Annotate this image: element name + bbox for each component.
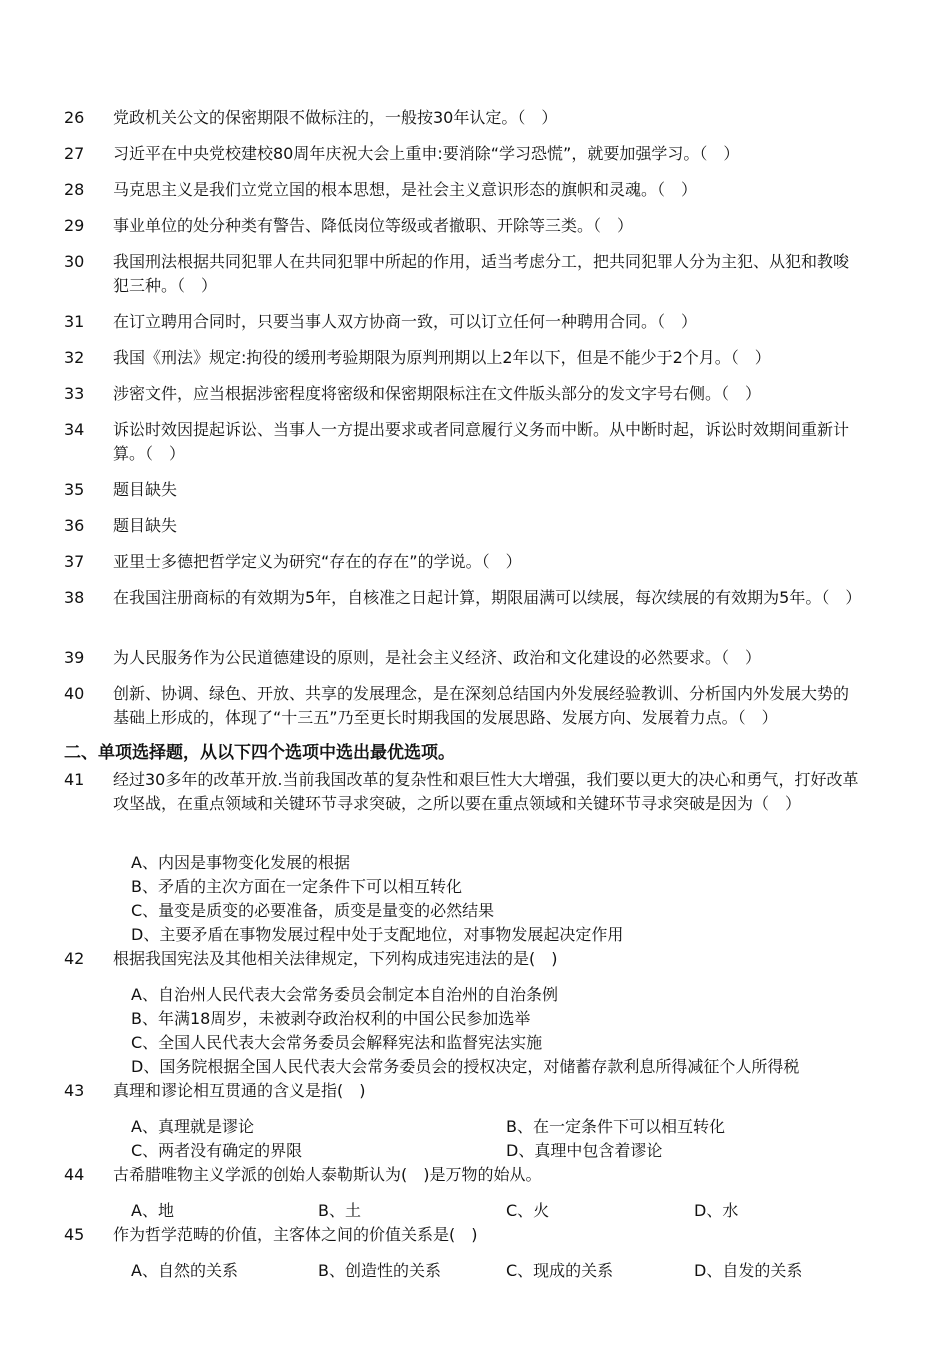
question-37 <box>64 550 864 574</box>
option-a[interactable]: A、地 <box>131 1201 174 1220</box>
option-d[interactable]: D、水 <box>694 1201 739 1220</box>
option-d[interactable]: D、真理中包含着谬论 <box>506 1141 663 1160</box>
question-number: 38 <box>64 588 85 607</box>
question-text: 习近平在中央党校建校80周年庆祝大会上重申:要消除“学习恐慌”，就要加强学习。（ ） <box>113 144 740 163</box>
question-number: 26 <box>64 108 85 127</box>
option-d[interactable]: D、自发的关系 <box>694 1261 803 1280</box>
option-b[interactable]: B、在一定条件下可以相互转化 <box>506 1117 725 1136</box>
question-text: 经过30多年的改革开放.当前我国改革的复杂性和艰巨性大大增强，我们要以更大的决心和勇气，打好改革攻坚战，在重点领域和关键环节寻求突破，之所以要在重点领域和关键环节寻求突破是因为（ ） <box>113 770 859 813</box>
option-d[interactable]: D、国务院根据全国人民代表大会常务委员会的授权决定，对储蓄存款利息所得减征个人所得税 <box>131 1057 800 1076</box>
option-d[interactable]: D、主要矛盾在事物发展过程中处于支配地位，对事物发展起决定作用 <box>131 925 624 944</box>
question-text: 古希腊唯物主义学派的创始人泰勒斯认为( )是万物的始从。 <box>113 1165 542 1184</box>
question-text: 我国刑法根据共同犯罪人在共同犯罪中所起的作用，适当考虑分工，把共同犯罪人分为主犯、从犯和教唆犯三种。（ ） <box>113 252 850 295</box>
question-text: 为人民服务作为公民道德建设的原则，是社会主义经济、政治和文化建设的必然要求。（ ） <box>113 648 762 667</box>
question-number: 32 <box>64 348 85 367</box>
question-text: 题目缺失 <box>113 480 178 499</box>
question-35 <box>64 478 864 502</box>
option-b[interactable]: B、土 <box>318 1201 361 1220</box>
question-text: 创新、协调、绿色、开放、共享的发展理念，是在深刻总结国内外发展经验教训、分析国内外发展大势的基础上形成的，体现了“十三五”乃至更长时期我国的发展思路、发展方向、发展着力点。（ ） <box>113 684 850 727</box>
question-29 <box>64 214 864 238</box>
question-27 <box>64 142 864 166</box>
option-c[interactable]: C、量变是质变的必要准备，质变是量变的必然结果 <box>131 901 495 920</box>
question-30 <box>64 250 864 298</box>
question-text: 作为哲学范畴的价值，主客体之间的价值关系是( ) <box>113 1225 478 1244</box>
question-text: 马克思主义是我们立党立国的根本思想，是社会主义意识形态的旗帜和灵魂。（ ） <box>113 180 698 199</box>
question-text: 在我国注册商标的有效期为5年，自核准之日起计算，期限届满可以续展，每次续展的有效期为5年。（ ） <box>113 588 862 607</box>
option-a[interactable]: A、真理就是谬论 <box>131 1117 254 1136</box>
question-text: 真理和谬论相互贯通的含义是指( ) <box>113 1081 366 1100</box>
question-number: 27 <box>64 144 85 163</box>
question-number: 44 <box>64 1165 85 1184</box>
question-number: 35 <box>64 480 85 499</box>
question-text: 诉讼时效因提起诉讼、当事人一方提出要求或者同意履行义务而中断。从中断时起，诉讼时效期间重新计算。（ ） <box>113 420 850 463</box>
question-text: 涉密文件，应当根据涉密程度将密级和保密期限标注在文件版头部分的发文字号右侧。（ ） <box>113 384 762 403</box>
question-number: 40 <box>64 684 85 703</box>
option-b[interactable]: B、矛盾的主次方面在一定条件下可以相互转化 <box>131 877 462 896</box>
question-number: 28 <box>64 180 85 199</box>
question-text: 根据我国宪法及其他相关法律规定，下列构成违宪违法的是( ) <box>113 949 558 968</box>
question-number: 34 <box>64 420 85 439</box>
question-text: 事业单位的处分种类有警告、降低岗位等级或者撤职、开除等三类。（ ） <box>113 216 634 235</box>
question-41 <box>64 768 864 816</box>
question-text: 亚里士多德把哲学定义为研究“存在的存在”的学说。（ ） <box>113 552 522 571</box>
option-c[interactable]: C、全国人民代表大会常务委员会解释宪法和监督宪法实施 <box>131 1033 543 1052</box>
option-a[interactable]: A、自治州人民代表大会常务委员会制定本自治州的自治条例 <box>131 985 558 1004</box>
question-43 <box>64 1079 864 1103</box>
question-text: 题目缺失 <box>113 516 178 535</box>
question-number: 37 <box>64 552 85 571</box>
question-number: 30 <box>64 252 85 271</box>
question-number: 33 <box>64 384 85 403</box>
question-number: 36 <box>64 516 85 535</box>
question-32 <box>64 346 864 370</box>
question-33 <box>64 382 864 406</box>
question-31 <box>64 310 864 334</box>
question-38 <box>64 586 864 610</box>
question-number: 39 <box>64 648 85 667</box>
question-40 <box>64 682 864 730</box>
question-39 <box>64 646 864 670</box>
question-number: 41 <box>64 770 85 789</box>
question-45 <box>64 1223 864 1247</box>
option-b[interactable]: B、创造性的关系 <box>318 1261 441 1280</box>
question-number: 42 <box>64 949 85 968</box>
question-text: 在订立聘用合同时，只要当事人双方协商一致，可以订立任何一种聘用合同。（ ） <box>113 312 698 331</box>
option-a[interactable]: A、自然的关系 <box>131 1261 238 1280</box>
section-heading: 二、单项选择题，从以下四个选项中选出最优选项。 <box>64 743 455 763</box>
option-c[interactable]: C、现成的关系 <box>506 1261 614 1280</box>
question-26 <box>64 106 864 130</box>
option-c[interactable]: C、两者没有确定的界限 <box>131 1141 303 1160</box>
option-b[interactable]: B、年满18周岁，未被剥夺政治权利的中国公民参加选举 <box>131 1009 531 1028</box>
question-number: 29 <box>64 216 85 235</box>
question-44 <box>64 1163 864 1187</box>
question-number: 45 <box>64 1225 85 1244</box>
question-34 <box>64 418 864 466</box>
question-42 <box>64 947 864 971</box>
question-36 <box>64 514 864 538</box>
question-text: 我国《刑法》规定:拘役的缓刑考验期限为原判刑期以上2年以下，但是不能少于2个月。（ ） <box>113 348 771 367</box>
option-c[interactable]: C、火 <box>506 1201 550 1220</box>
option-a[interactable]: A、内因是事物变化发展的根据 <box>131 853 350 872</box>
question-number: 43 <box>64 1081 85 1100</box>
question-text: 党政机关公文的保密期限不做标注的，一般按30年认定。（ ） <box>113 108 558 127</box>
question-number: 31 <box>64 312 85 331</box>
question-28 <box>64 178 864 202</box>
